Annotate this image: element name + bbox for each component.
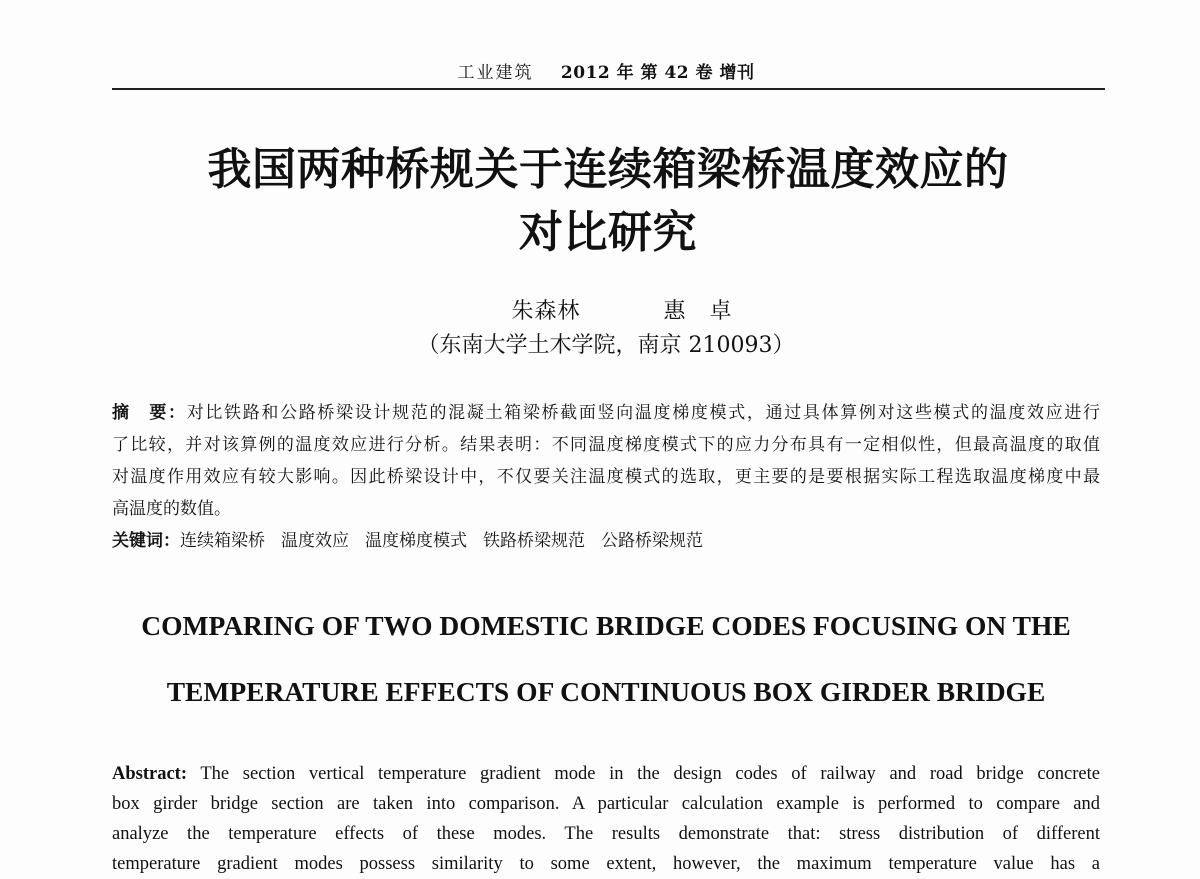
abstract-cn-line: 了比较，并对该算例的温度效应进行分析。结果表明：不同温度梯度模式下的应力分布具有一定相似性，但最高温度的取值 (112, 435, 1100, 455)
author-name: 惠 卓 (663, 299, 733, 324)
abstract-cn-label: 摘 要： (112, 403, 187, 423)
keywords-cn (112, 525, 1100, 557)
keyword: 温度效应 (281, 531, 349, 551)
header-rule (112, 88, 1105, 90)
chinese-title-line-2: 对比研究 (519, 207, 697, 258)
abstract-en-line (112, 759, 1100, 789)
affiliation: （东南大学土木学院，南京 210093） (417, 333, 795, 358)
author-list (0, 297, 1200, 327)
abstract-en-label: Abstract: (112, 764, 188, 784)
keyword: 连续箱梁桥 (180, 531, 265, 551)
chinese-title-line-1: 我国两种桥规关于连续箱梁桥温度效应的 (207, 144, 1009, 195)
running-header (0, 62, 1200, 84)
abstract-en-line: box girder bridge section are taken into comparison. A particular calculation example is performed to compare and (112, 794, 1100, 814)
author-name: 朱森林 (511, 299, 581, 324)
chinese-abstract (112, 397, 1100, 557)
abstract-en-text: The section vertical temperature gradient mode in the design codes of railway and road bridge concrete (187, 764, 1100, 784)
abstract-cn-text: 对比铁路和公路桥梁设计规范的混凝土箱梁桥截面竖向温度梯度模式，通过具体算例对这些模式的温度效应进行 (186, 403, 1100, 423)
english-title-line-2: TEMPERATURE EFFECTS OF CONTINUOUS BOX GIRDER BRIDGE (166, 676, 1046, 707)
abstract-en-line: temperature gradient modes possess similarity to some extent, however, the maximum temperature value has a (112, 854, 1100, 874)
abstract-cn-line: 对温度作用效应有较大影响。因此桥梁设计中，不仅要关注温度模式的选取，更主要的是要根据实际工程选取温度梯度中最 (112, 467, 1100, 487)
journal-name: 工业建筑 (457, 63, 534, 83)
keyword: 公路桥梁规范 (601, 531, 703, 551)
abstract-en-line: analyze the temperature effects of these modes. The results demonstrate that: stress distribution of different (112, 824, 1100, 844)
abstract-cn-line: 高温度的数值。 (112, 499, 231, 519)
english-title-line-1: COMPARING OF TWO DOMESTIC BRIDGE CODES FOCUSING ON THE (141, 610, 1071, 641)
keywords-label: 关键词： (112, 531, 180, 551)
keyword: 铁路桥梁规范 (483, 531, 585, 551)
issue-info: 2012 年 第 42 卷 增刊 (560, 63, 755, 83)
english-abstract (112, 759, 1100, 879)
keyword: 温度梯度模式 (365, 531, 467, 551)
abstract-cn-line (112, 397, 1100, 429)
